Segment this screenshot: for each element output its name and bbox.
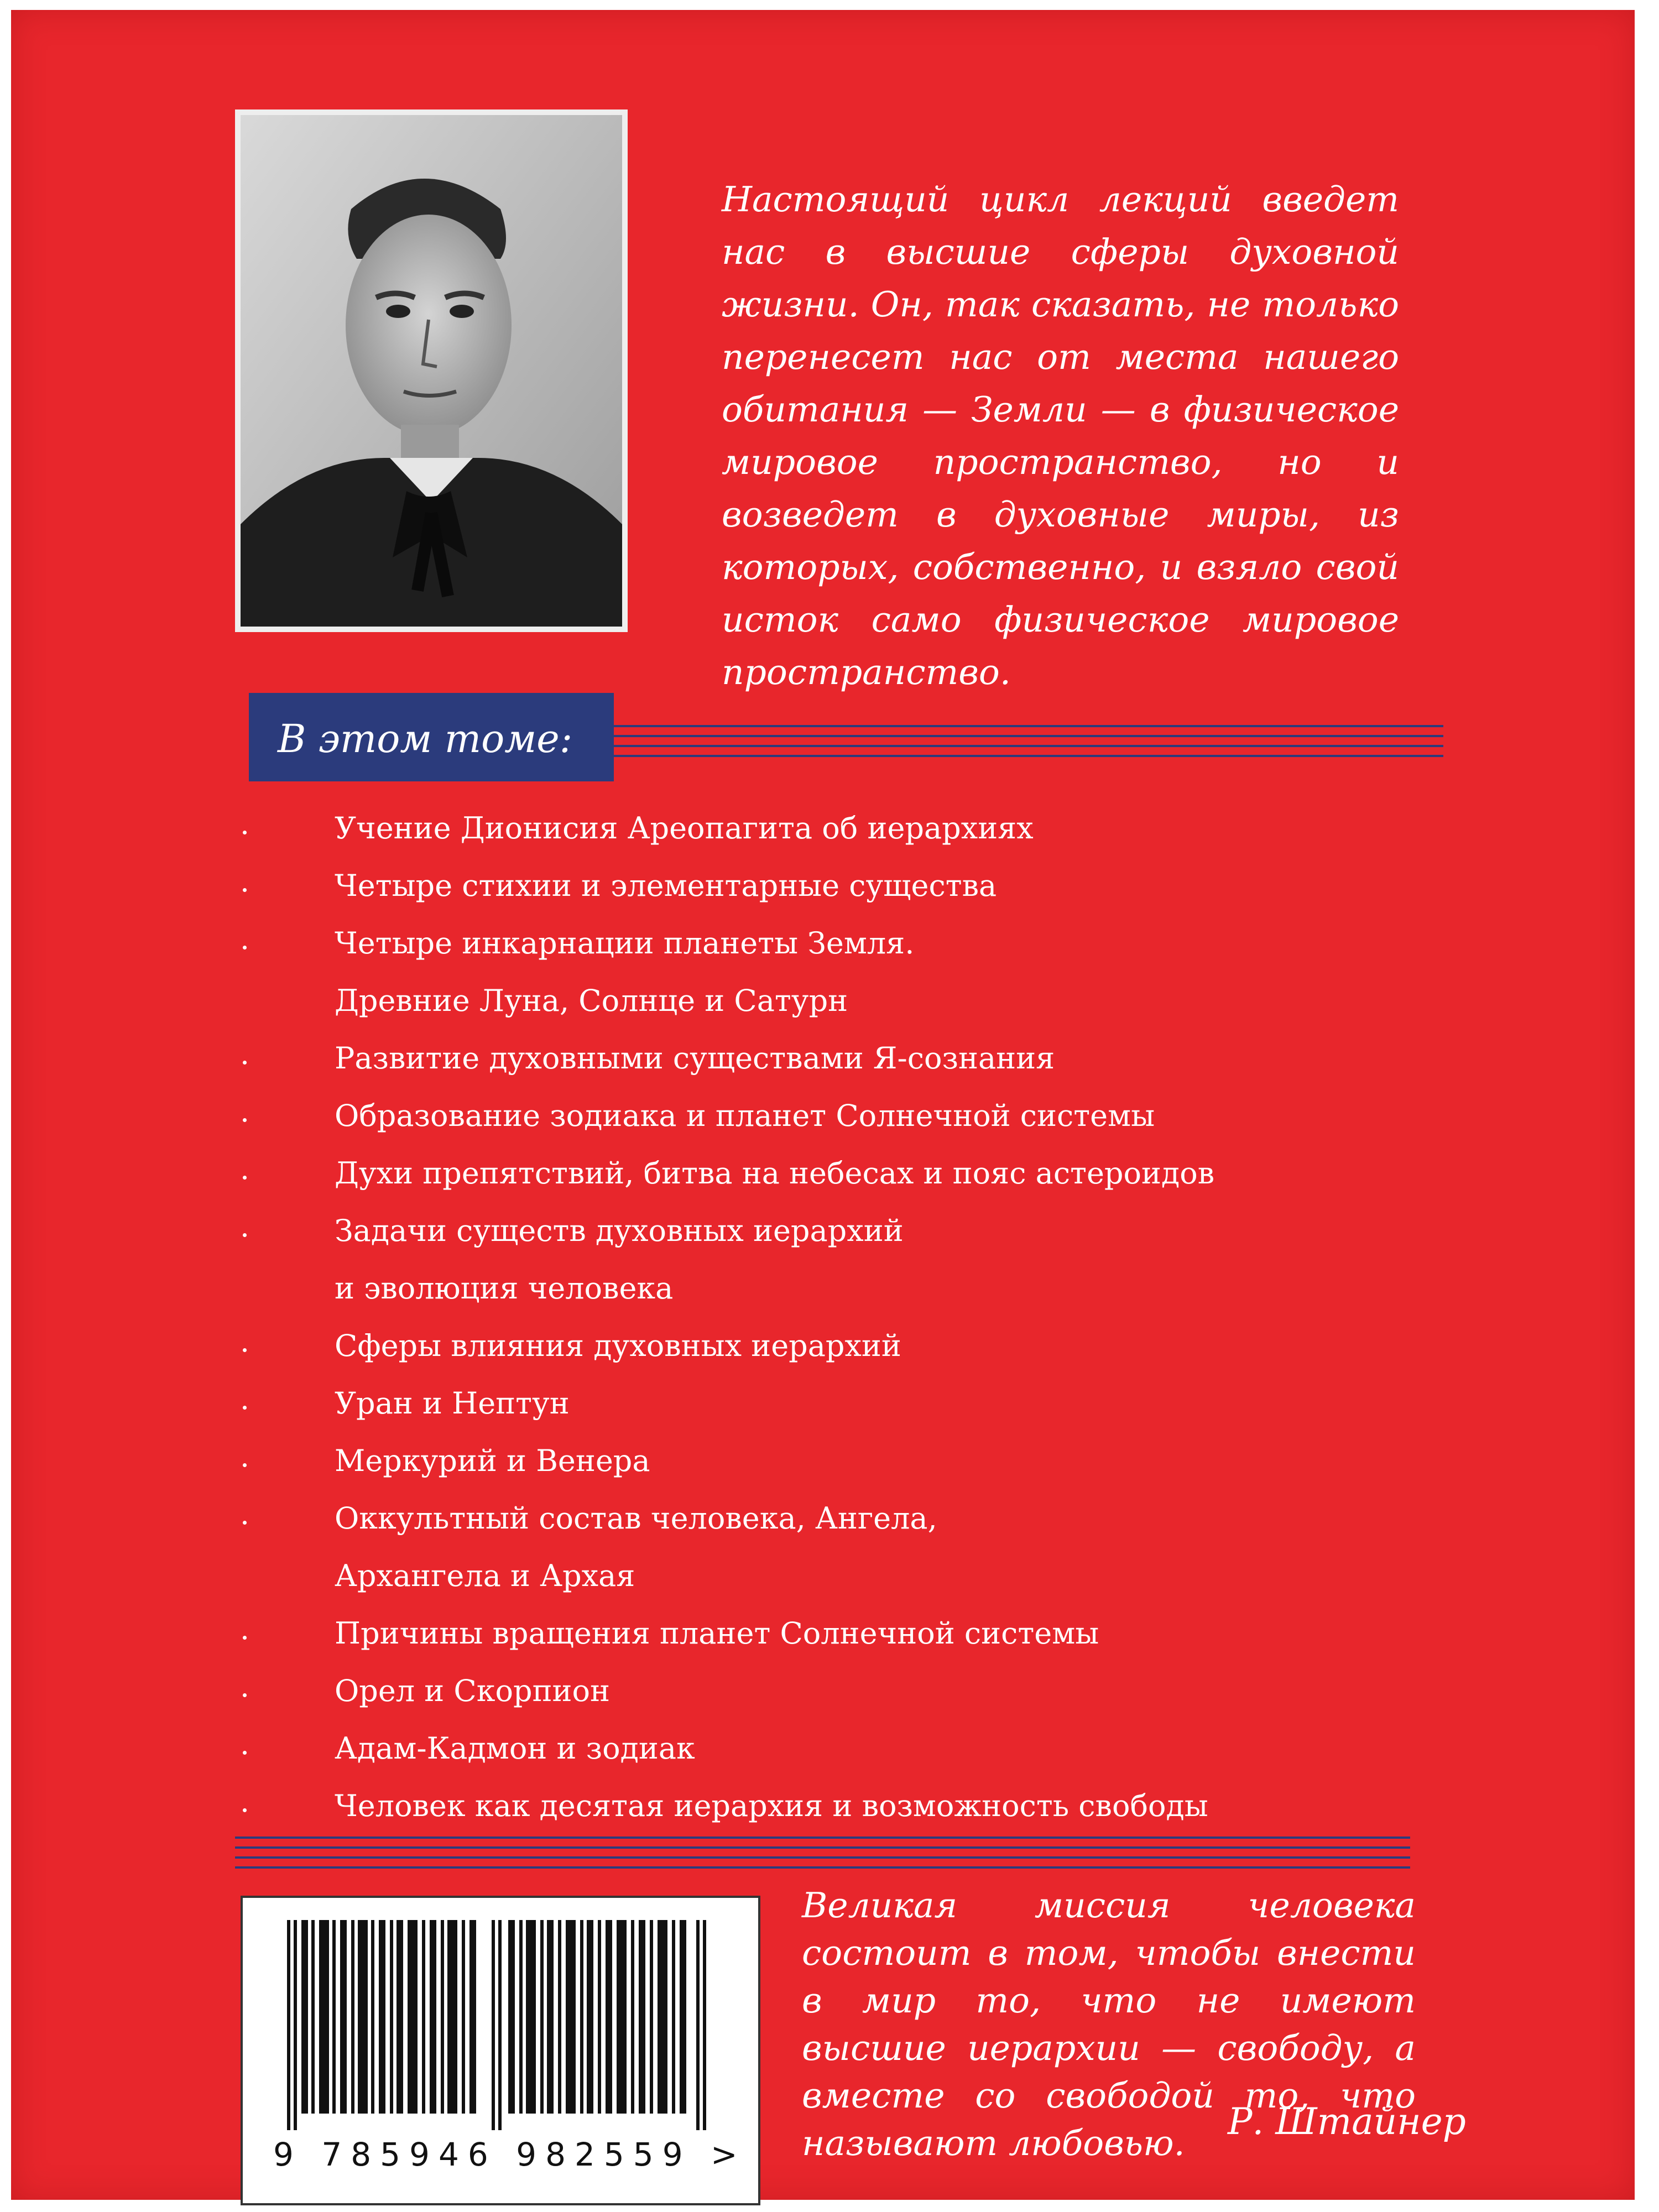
banner-label: В этом томе: xyxy=(278,716,573,761)
barcode-bars-icon xyxy=(287,1920,718,2130)
author-portrait-photo xyxy=(235,109,628,632)
list-item: Сферы влияния духовных иерархий xyxy=(235,1324,1424,1381)
list-item-continuation: и эволюция человека xyxy=(335,1271,674,1306)
bullet-icon xyxy=(243,1233,247,1237)
isbn-barcode xyxy=(241,1896,760,2205)
list-item: Причины вращения планет Солнечной системы xyxy=(235,1611,1424,1669)
list-item: Уран и Нептун xyxy=(235,1381,1424,1439)
book-back-cover xyxy=(11,10,1635,2200)
bullet-icon xyxy=(243,1693,247,1697)
isbn-number: 9 785946 982559 > xyxy=(273,2136,747,2173)
bullet-icon xyxy=(243,831,247,834)
bullet-icon xyxy=(243,1636,247,1640)
list-item: Четыре инкарнации планеты Земля. xyxy=(235,921,1424,979)
quote-paragraph: Великая миссия человека состоит в том, чтобы внести в мир то, что не имеют высшие иерархии — свободу, а вместе со свободой то, что называют любовью. xyxy=(802,1885,1416,2163)
decorative-lines-top xyxy=(614,721,1443,765)
decorative-lines-bottom xyxy=(235,1832,1410,1876)
bullet-icon xyxy=(243,1176,247,1180)
list-item: Четыре стихии и элементарные существа xyxy=(235,864,1424,921)
list-item-continuation: Архангела и Архая xyxy=(335,1558,635,1593)
bullet-icon xyxy=(243,1118,247,1122)
bullet-icon xyxy=(243,1808,247,1812)
list-item: Орел и Скорпион xyxy=(235,1669,1424,1726)
list-item-continuation: Древние Луна, Солнце и Сатурн xyxy=(335,983,848,1018)
quote-author: Р. Штайнер xyxy=(1228,2100,1466,2143)
bullet-icon xyxy=(243,1751,247,1755)
list-item: Оккультный состав человека, Ангела, xyxy=(235,1496,1424,1554)
bullet-icon xyxy=(243,1406,247,1410)
bullet-icon xyxy=(243,888,247,892)
bullet-icon xyxy=(243,946,247,950)
list-item: Адам-Кадмон и зодиак xyxy=(235,1726,1424,1784)
list-item: Человек как десятая иерархия и возможность свободы xyxy=(235,1784,1424,1841)
volume-contents-banner xyxy=(249,693,614,781)
bullet-icon xyxy=(243,1061,247,1065)
contents-list xyxy=(235,806,1424,1841)
list-item: Образование зодиака и планет Солнечной системы xyxy=(235,1094,1424,1151)
list-item: Учение Дионисия Ареопагита об иерархиях xyxy=(235,806,1424,864)
intro-paragraph: Настоящий цикл лекций введет нас в высшие сферы духовной жизни. Он, так сказать, не только перенесет нас от места нашего обитания — Земли — в физическое мировое пространство, но и возведет в духовные миры, из которых, собственно, и взяло свой исток само физическое мировое пространство. xyxy=(722,179,1399,692)
portrait-image xyxy=(241,115,622,627)
bullet-icon xyxy=(243,1463,247,1467)
list-item: Развитие духовными существами Я-сознания xyxy=(235,1036,1424,1094)
bullet-icon xyxy=(243,1348,247,1352)
bullet-icon xyxy=(243,1521,247,1525)
list-item: Задачи существ духовных иерархий xyxy=(235,1209,1424,1266)
list-item: Меркурий и Венера xyxy=(235,1439,1424,1496)
list-item: Духи препятствий, битва на небесах и пояс астероидов xyxy=(235,1151,1424,1209)
